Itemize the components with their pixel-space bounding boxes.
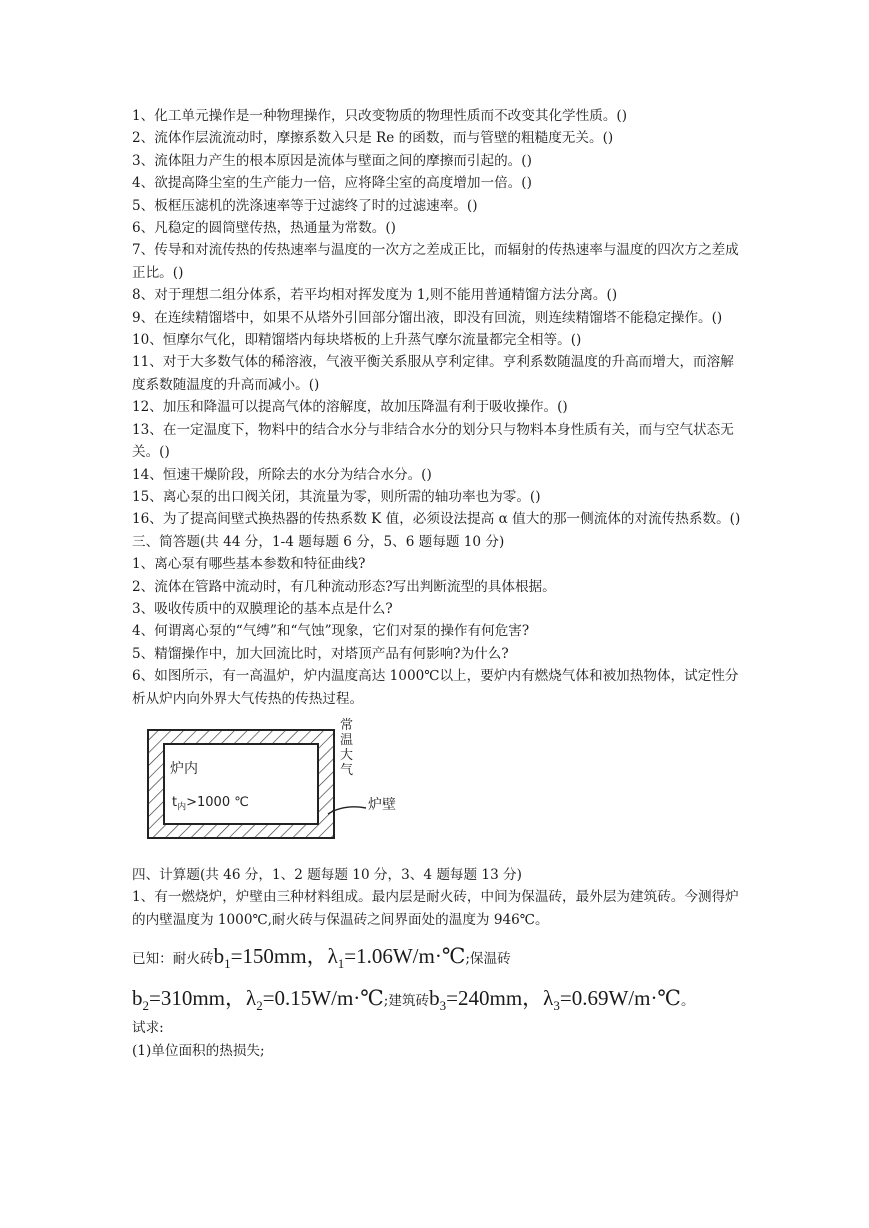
section3-heading: 三、简答题(共 44 分，1-4 题每题 6 分，5、6 题每题 10 分)	[132, 533, 505, 550]
judge-item: 12、加压和降温可以提高气体的溶解度，故加压降温有利于吸收操作。()	[132, 399, 568, 416]
furnace-inside-label: 炉内	[170, 760, 198, 777]
section3-list	[132, 553, 742, 710]
judge-item: 3、流体阻力产生的根本原因是流体与壁面之间的摩擦而引起的。()	[132, 152, 532, 169]
short-answer-item: 6、如图所示，有一高温炉，炉内温度高达 1000℃以上，要炉内有燃烧气体和被加热物体，试定性分析从炉内向外界大气传热的传热过程。	[132, 668, 739, 707]
judge-item: 16、为了提高间壁式换热器的传热系数 K 值，必须设法提高 α 值大的那一侧流体的对流传热系数。()	[132, 511, 741, 528]
judge-item: 9、在连续精馏塔中，如果不从塔外引回部分馏出液，即没有回流，则连续精馏塔不能稳定操作。()	[132, 309, 723, 326]
known-line-1: 已知：耐火砖$b_1=150mm$，$\lambda_1=1.06W/m\cdot℃$;保温砖	[132, 944, 511, 972]
short-answer-item: 1、离心泵有哪些基本参数和特征曲线?	[132, 556, 366, 573]
furnace-figure	[132, 718, 472, 858]
judge-item: 1、化工单元操作是一种物理操作，只改变物质的物理性质而不改变其化学性质。()	[132, 108, 628, 124]
furnace-wall-label: 炉壁	[368, 796, 396, 813]
judge-item: 7、传导和对流传热的传热速率与温度的一次方之差成正比，而辐射的传热速率与温度的四次方之差成正比。()	[132, 242, 739, 281]
judge-item: 6、凡稳定的圆筒壁传热，热通量为常数。()	[132, 220, 396, 237]
judge-item: 14、恒速干燥阶段，所除去的水分为结合水分。()	[132, 466, 432, 483]
short-answer-item: 4、何谓离心泵的“气缚”和“气蚀”现象，它们对泵的操作有何危害?	[132, 623, 530, 640]
ambient-air-label: 常温大气	[340, 717, 354, 778]
judge-item: 10、恒摩尔气化，即精馏塔内每块塔板的上升蒸气摩尔流量都完全相等。()	[132, 332, 582, 349]
formula-lambda3: $\lambda_3=0.69W/m\cdot℃$	[543, 986, 681, 1014]
formula-lambda2: $\lambda_2=0.15W/m\cdot℃$	[246, 986, 384, 1014]
formula-b3: $b_3=240mm$，	[429, 986, 544, 1014]
furnace-temperature-label: $t_内>1000$ ℃	[172, 794, 249, 813]
short-answer-item: 3、吸收传质中的双膜理论的基本点是什么?	[132, 600, 393, 617]
document-body	[132, 105, 742, 1062]
try-label: 试求:	[132, 1020, 164, 1037]
judge-item: 15、离心泵的出口阀关闭，其流量为零，则所需的轴功率也为零。()	[132, 488, 541, 505]
judge-item: 13、在一定温度下，物料中的结合水分与非结合水分的划分只与物料本身性质有关，而与空气状态无关。()	[132, 421, 734, 461]
formula-b2: $b_2=310mm$，	[132, 986, 247, 1014]
short-answer-item: 5、精馏操作中，加大回流比时，对塔顶产品有何影响?为什么?	[132, 645, 509, 662]
judge-list	[132, 105, 742, 531]
judge-item: 2、流体作层流流动时，摩擦系数入只是 Re 的函数，而与管壁的粗糙度无关。()	[132, 130, 614, 147]
known-line-2: $b_2=310mm$，$\lambda_2=0.15W/m\cdot℃$;建筑砖$b_3=240mm$，$\lambda_3=0.69W/m\cdot℃$。	[132, 986, 695, 1014]
question-1: (1)单位面积的热损失;	[132, 1042, 265, 1059]
formula-b1: $b_1=150mm$，	[213, 944, 328, 972]
judge-item: 11、对于大多数气体的稀溶液，气液平衡关系服从亨利定律。亨利系数随温度的升高而增大，而溶解度系数随温度的升高而减小。()	[132, 354, 734, 393]
section4-heading: 四、计算题(共 46 分，1、2 题每题 10 分，3、4 题每题 13 分)	[132, 866, 522, 883]
calc-problem-1: 1、有一燃烧炉，炉壁由三种材料组成。最内层是耐火砖，中间为保温砖，最外层为建筑砖。今测得炉的内壁温度为 1000℃,耐火砖与保温砖之间界面处的温度为 946℃。	[132, 889, 739, 928]
judge-item: 8、对于理想二组分体系，若平均相对挥发度为 1,则不能用普通精馏方法分离。()	[132, 287, 618, 304]
formula-lambda1: $\lambda_1=1.06W/m\cdot℃$	[327, 944, 466, 972]
short-answer-item: 2、流体在管路中流动时，有几种流动形态?写出判断流型的具体根据。	[132, 578, 556, 595]
judge-item: 4、欲提高降尘室的生产能力一倍，应将降尘室的高度增加一倍。()	[132, 175, 532, 192]
furnace-diagram	[132, 718, 472, 858]
judge-item: 5、板框压滤机的洗涤速率等于过滤终了时的过滤速率。()	[132, 197, 478, 214]
